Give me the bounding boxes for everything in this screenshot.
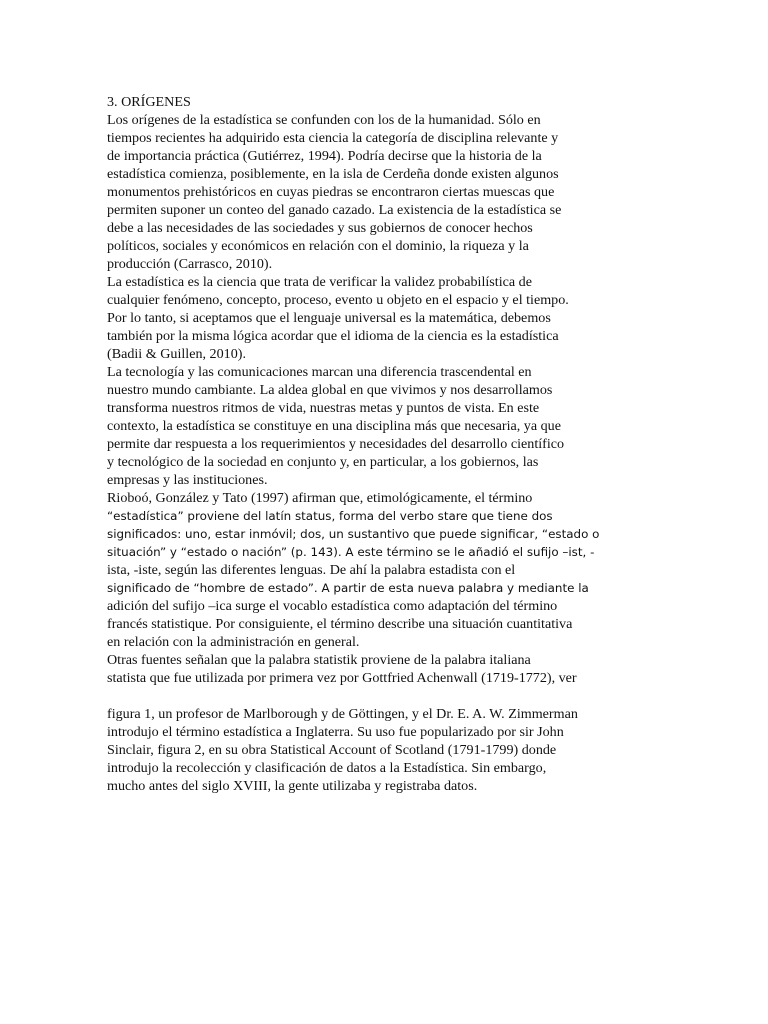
text-line: cualquier fenómeno, concepto, proceso, evento u objeto en el espacio y el tiempo. <box>107 292 569 308</box>
text-line: figura 1, un profesor de Marlborough y de Göttingen, y el Dr. E. A. W. Zimmerman <box>107 706 578 722</box>
text-line: permiten suponer un conteo del ganado cazado. La existencia de la estadística se <box>107 202 562 218</box>
document-page <box>107 93 627 795</box>
text-line: transforma nuestros ritmos de vida, nuestras metas y puntos de vista. En este <box>107 400 540 416</box>
text-line: en relación con la administración en general. <box>107 634 360 650</box>
text-line: nuestro mundo cambiante. La aldea global en que vivimos y nos desarrollamos <box>107 382 553 398</box>
text-line: adición del sufijo –ica surge el vocablo estadística como adaptación del término <box>107 598 558 614</box>
text-line: permite dar respuesta a los requerimientos y necesidades del desarrollo científico <box>107 436 565 452</box>
text-line: debe a las necesidades de las sociedades y sus gobiernos de conocer hechos <box>107 220 533 236</box>
text-line: políticos, sociales y económicos en relación con el dominio, la riqueza y la <box>107 238 529 254</box>
text-line: contexto, la estadística se constituye en una disciplina más que necesaria, ya que <box>107 418 561 434</box>
text-line: francés statistique. Por consiguiente, el término describe una situación cuantitativa <box>107 616 573 632</box>
text-line: mucho antes del siglo XVIII, la gente utilizaba y registraba datos. <box>107 778 478 794</box>
text-line: significados: uno, estar inmóvil; dos, un sustantivo que puede significar, “estado o <box>107 527 600 541</box>
text-line: (Badii & Guillen, 2010). <box>107 346 246 362</box>
text-line: introdujo la recolección y clasificación de datos a la Estadística. Sin embargo, <box>107 760 547 776</box>
text-line: producción (Carrasco, 2010). <box>107 256 273 272</box>
text-line: también por la misma lógica acordar que el idioma de la ciencia es la estadística <box>107 328 559 344</box>
text-line: situación” y “estado o nación” (p. 143). A este término se le añadió el sufijo –ist, - <box>107 545 595 559</box>
text-line: monumentos prehistóricos en cuyas piedras se encontraron ciertas muescas que <box>107 184 555 200</box>
text-line: Los orígenes de la estadística se confunden con los de la humanidad. Sólo en <box>107 112 541 128</box>
text-line: ista, -iste, según las diferentes lenguas. De ahí la palabra estadista con el <box>107 562 516 578</box>
text-line: y tecnológico de la sociedad en conjunto y, en particular, a los gobiernos, las <box>107 454 539 470</box>
text-line: significado de “hombre de estado”. A partir de esta nueva palabra y mediante la <box>107 581 589 595</box>
section-heading: 3. ORÍGENES <box>107 94 191 110</box>
text-line: tiempos recientes ha adquirido esta ciencia la categoría de disciplina relevante y <box>107 130 559 146</box>
text-line: La tecnología y las comunicaciones marcan una diferencia trascendental en <box>107 364 532 380</box>
text-line: statista que fue utilizada por primera vez por Gottfried Achenwall (1719-1772), ver <box>107 670 577 686</box>
text-line: de importancia práctica (Gutiérrez, 1994). Podría decirse que la historia de la <box>107 148 542 164</box>
text-line: estadística comienza, posiblemente, en la isla de Cerdeña donde existen algunos <box>107 166 559 182</box>
text-line: Rioboó, González y Tato (1997) afirman que, etimológicamente, el término <box>107 490 533 506</box>
text-line: Por lo tanto, si aceptamos que el lenguaje universal es la matemática, debemos <box>107 310 551 326</box>
text-line: “estadística” proviene del latín status, forma del verbo stare que tiene dos <box>107 509 553 523</box>
blank-line <box>107 687 627 705</box>
text-line: La estadística es la ciencia que trata de verificar la validez probabilística de <box>107 274 532 290</box>
text-line: Sinclair, figura 2, en su obra Statistical Account of Scotland (1791-1799) donde <box>107 742 557 758</box>
text-line: Otras fuentes señalan que la palabra statistik proviene de la palabra italiana <box>107 652 531 668</box>
text-line: introdujo el término estadística a Inglaterra. Su uso fue popularizado por sir John <box>107 724 564 740</box>
text-line: empresas y las instituciones. <box>107 472 268 488</box>
